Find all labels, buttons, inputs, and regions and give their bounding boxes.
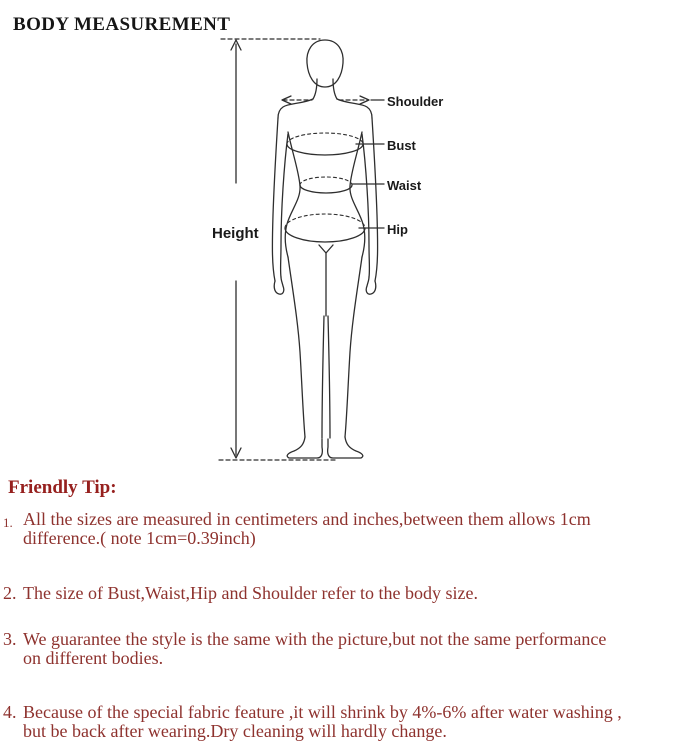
bust-ellipse-front [287, 144, 363, 155]
hip-label: Hip [387, 222, 408, 237]
leg-right-inner [328, 316, 330, 438]
tip-line: The size of Bust,Waist,Hip and Shoulder refer to the body size. [23, 583, 478, 603]
head-outline [307, 40, 343, 87]
arm-right-inner [362, 134, 369, 277]
shoulder-right [337, 99, 372, 118]
crotch [319, 245, 333, 253]
tip-number: 3. [3, 629, 17, 649]
tip-line: We guarantee the style is the same with the picture,but not the same performance [23, 629, 607, 649]
arm-left-outer [272, 118, 278, 281]
foot-left [287, 437, 322, 458]
arm-left-inner [281, 134, 288, 277]
bust-label: Bust [387, 138, 416, 153]
height-arrow [219, 39, 336, 460]
tip-line: All the sizes are measured in centimeters and inches,between them allows 1cm [23, 509, 591, 529]
leg-right-outer [345, 257, 362, 437]
foot-right [328, 437, 363, 458]
tip-line: on different bodies. [23, 648, 164, 668]
leg-left-outer [288, 257, 305, 437]
hand-right [366, 277, 376, 294]
tip-item-4 [0, 703, 679, 741]
tip-item-1 [0, 510, 679, 548]
tip-item-3 [0, 630, 679, 668]
tip-line: but be back after wearing.Dry cleaning will hardly change. [23, 721, 447, 741]
tip-number: 2. [3, 583, 17, 603]
waist-label: Waist [387, 178, 422, 193]
tip-number: 1. [3, 515, 13, 530]
tip-line: Because of the special fabric feature ,it will shrink by 4%-6% after water washing , [23, 702, 622, 722]
hand-left [274, 277, 284, 294]
height-label: Height [212, 225, 259, 242]
bust-ellipse-back [287, 133, 363, 144]
shoulder-left [278, 99, 313, 118]
hip-ellipse-front [285, 228, 365, 242]
shoulder-label: Shoulder [387, 94, 444, 109]
tip-item-2 [0, 584, 679, 603]
waist-ellipse-back [300, 177, 352, 185]
hip-ellipse-back [285, 214, 365, 228]
tip-number: 4. [3, 702, 17, 722]
arm-right-outer [372, 118, 378, 281]
tip-line: difference.( note 1cm=0.39inch) [23, 528, 256, 548]
waist-ellipse-front [300, 185, 352, 193]
page-title: BODY MEASUREMENT [13, 13, 231, 35]
friendly-tip-heading: Friendly Tip: [8, 477, 117, 498]
leg-left-inner [322, 316, 324, 438]
